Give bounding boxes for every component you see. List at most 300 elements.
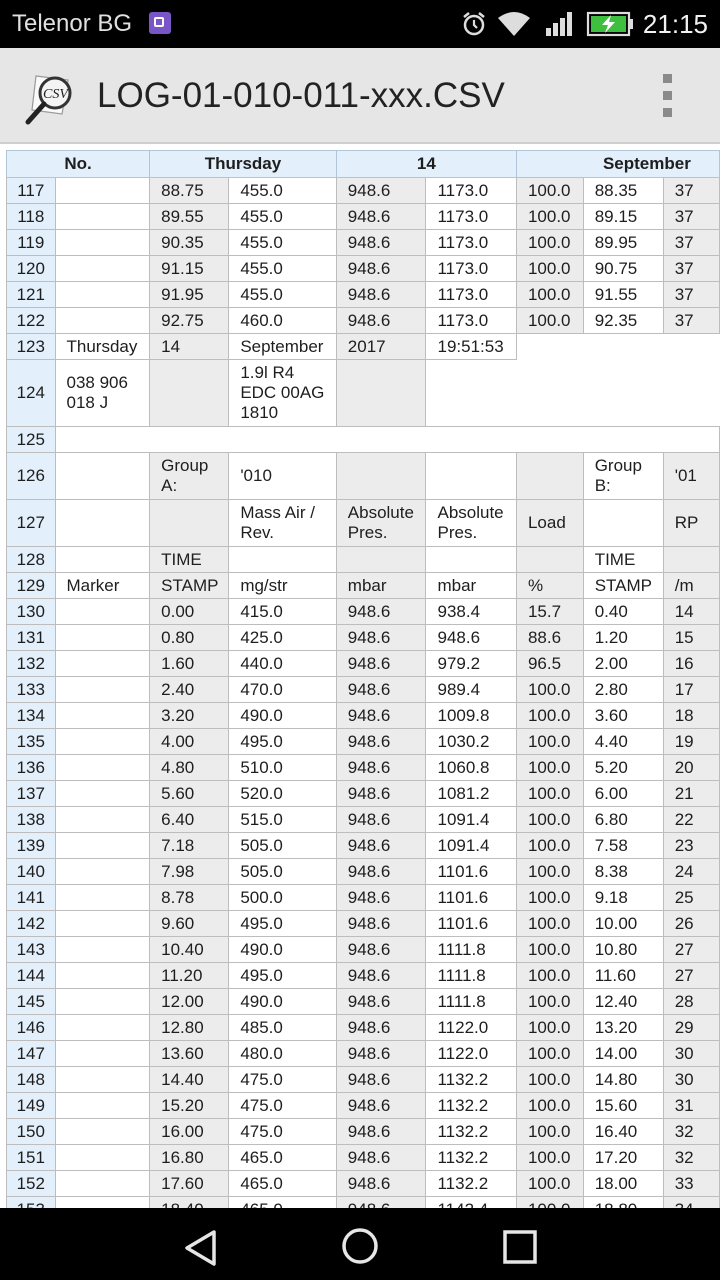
table-cell[interactable]: 21 <box>663 781 719 807</box>
table-cell[interactable]: 948.6 <box>336 677 426 703</box>
table-cell-empty[interactable] <box>426 360 720 427</box>
table-cell[interactable]: 15.60 <box>583 1093 663 1119</box>
table-cell[interactable]: 948.6 <box>336 755 426 781</box>
row-number-cell[interactable]: 149 <box>7 1093 56 1119</box>
row-number-cell[interactable]: 126 <box>7 453 56 500</box>
row-number-cell[interactable]: 129 <box>7 573 56 599</box>
table-cell[interactable]: 948.6 <box>336 256 426 282</box>
table-cell[interactable]: 15.7 <box>516 599 583 625</box>
table-cell[interactable]: September <box>229 334 336 360</box>
table-cell[interactable]: 37 <box>663 178 719 204</box>
table-cell[interactable]: 100.0 <box>516 1145 583 1171</box>
table-cell[interactable] <box>55 859 150 885</box>
table-cell[interactable]: 455.0 <box>229 230 336 256</box>
table-cell[interactable]: 3.20 <box>150 703 229 729</box>
table-cell[interactable]: 17.20 <box>583 1145 663 1171</box>
table-cell[interactable]: 1060.8 <box>426 755 516 781</box>
row-number-cell[interactable]: 120 <box>7 256 56 282</box>
table-cell[interactable]: 1030.2 <box>426 729 516 755</box>
row-number-cell[interactable]: 133 <box>7 677 56 703</box>
table-cell[interactable]: 0.80 <box>150 625 229 651</box>
table-row[interactable] <box>7 963 720 989</box>
table-cell[interactable]: 92.75 <box>150 308 229 334</box>
row-number-cell[interactable]: 127 <box>7 500 56 547</box>
table-cell[interactable] <box>229 547 336 573</box>
table-cell[interactable]: 100.0 <box>516 1041 583 1067</box>
table-cell[interactable]: 6.80 <box>583 807 663 833</box>
table-cell[interactable]: 15.20 <box>150 1093 229 1119</box>
table-cell[interactable]: 8.78 <box>150 885 229 911</box>
row-number-cell[interactable]: 124 <box>7 360 56 427</box>
table-cell[interactable]: 948.6 <box>336 1041 426 1067</box>
row-number-cell[interactable]: 152 <box>7 1171 56 1197</box>
table-cell[interactable]: 490.0 <box>229 937 336 963</box>
table-cell[interactable]: 948.6 <box>336 911 426 937</box>
table-cell[interactable]: 475.0 <box>229 1093 336 1119</box>
table-cell[interactable]: 948.6 <box>336 833 426 859</box>
table-cell[interactable] <box>55 703 150 729</box>
table-cell[interactable]: 16.00 <box>150 1119 229 1145</box>
table-row[interactable] <box>7 500 720 547</box>
table-cell[interactable]: 14.80 <box>583 1067 663 1093</box>
table-cell[interactable]: 88.75 <box>150 178 229 204</box>
table-row[interactable] <box>7 911 720 937</box>
table-row[interactable] <box>7 885 720 911</box>
table-cell[interactable]: 14.40 <box>150 1067 229 1093</box>
table-cell[interactable]: 100.0 <box>516 781 583 807</box>
row-number-cell[interactable]: 138 <box>7 807 56 833</box>
table-cell[interactable]: 100.0 <box>516 204 583 230</box>
table-cell[interactable]: 14 <box>150 334 229 360</box>
table-cell[interactable]: 2017 <box>336 334 426 360</box>
table-cell[interactable]: 10.80 <box>583 937 663 963</box>
table-cell[interactable]: 989.4 <box>426 677 516 703</box>
table-cell[interactable]: 1132.2 <box>426 1093 516 1119</box>
table-cell[interactable] <box>55 1119 150 1145</box>
row-number-cell[interactable]: 146 <box>7 1015 56 1041</box>
table-row[interactable] <box>7 1041 720 1067</box>
table-cell[interactable]: 18.00 <box>583 1171 663 1197</box>
table-cell[interactable]: 1122.0 <box>426 1041 516 1067</box>
table-cell[interactable]: 948.6 <box>336 1093 426 1119</box>
row-number-cell[interactable]: 150 <box>7 1119 56 1145</box>
table-cell[interactable]: Thursday <box>55 334 150 360</box>
table-cell[interactable]: 27 <box>663 937 719 963</box>
row-number-cell[interactable]: 135 <box>7 729 56 755</box>
table-row[interactable] <box>7 599 720 625</box>
table-cell[interactable]: Mass Air / Rev. <box>229 500 336 547</box>
row-number-cell[interactable]: 118 <box>7 204 56 230</box>
table-cell[interactable]: 100.0 <box>516 256 583 282</box>
table-cell[interactable]: 16.40 <box>583 1119 663 1145</box>
table-cell[interactable]: 948.6 <box>336 807 426 833</box>
table-cell[interactable]: 1122.0 <box>426 1015 516 1041</box>
table-row[interactable] <box>7 427 720 453</box>
table-cell[interactable]: 415.0 <box>229 599 336 625</box>
table-cell[interactable]: 12.80 <box>150 1015 229 1041</box>
table-cell[interactable]: 1132.2 <box>426 1145 516 1171</box>
table-cell[interactable]: 20 <box>663 755 719 781</box>
table-cell[interactable]: 100.0 <box>516 1015 583 1041</box>
table-cell[interactable]: 7.58 <box>583 833 663 859</box>
table-cell[interactable] <box>55 599 150 625</box>
table-cell[interactable]: 96.5 <box>516 651 583 677</box>
table-cell[interactable]: 490.0 <box>229 989 336 1015</box>
table-cell[interactable] <box>55 651 150 677</box>
table-row[interactable] <box>7 651 720 677</box>
table-cell[interactable]: 948.6 <box>336 989 426 1015</box>
table-cell[interactable]: mbar <box>426 573 516 599</box>
table-cell[interactable]: 37 <box>663 282 719 308</box>
table-cell[interactable]: 425.0 <box>229 625 336 651</box>
table-cell[interactable]: 15 <box>663 625 719 651</box>
csv-magnifier-logo-icon[interactable] <box>22 70 80 128</box>
table-cell[interactable] <box>663 547 719 573</box>
table-cell[interactable]: 4.00 <box>150 729 229 755</box>
table-cell[interactable]: 3.60 <box>583 703 663 729</box>
row-number-cell[interactable]: 147 <box>7 1041 56 1067</box>
table-row[interactable] <box>7 1015 720 1041</box>
table-cell[interactable]: 100.0 <box>516 230 583 256</box>
table-row[interactable] <box>7 230 720 256</box>
table-cell[interactable]: 515.0 <box>229 807 336 833</box>
table-cell[interactable] <box>55 427 719 453</box>
table-cell[interactable]: 948.6 <box>336 885 426 911</box>
table-cell[interactable]: 948.6 <box>336 599 426 625</box>
table-cell[interactable]: 2.80 <box>583 677 663 703</box>
table-cell[interactable]: 100.0 <box>516 308 583 334</box>
table-cell[interactable]: 4.80 <box>150 755 229 781</box>
table-cell[interactable]: Group A: <box>150 453 229 500</box>
table-cell[interactable]: 27 <box>663 963 719 989</box>
table-cell[interactable]: 100.0 <box>516 937 583 963</box>
table-cell[interactable] <box>55 677 150 703</box>
table-cell[interactable]: 16 <box>663 651 719 677</box>
table-cell[interactable]: 28 <box>663 989 719 1015</box>
row-number-cell[interactable]: 130 <box>7 599 56 625</box>
table-cell[interactable]: STAMP <box>583 573 663 599</box>
table-cell[interactable]: 11.20 <box>150 963 229 989</box>
table-cell[interactable]: 37 <box>663 308 719 334</box>
table-cell[interactable]: 6.40 <box>150 807 229 833</box>
table-cell[interactable]: 9.18 <box>583 885 663 911</box>
table-cell[interactable]: 505.0 <box>229 859 336 885</box>
table-cell[interactable] <box>55 256 150 282</box>
table-row[interactable] <box>7 859 720 885</box>
table-cell[interactable]: 31 <box>663 1093 719 1119</box>
table-cell[interactable]: 1132.2 <box>426 1119 516 1145</box>
table-cell[interactable]: 1081.2 <box>426 781 516 807</box>
table-row[interactable] <box>7 1093 720 1119</box>
table-cell[interactable]: 33 <box>663 1171 719 1197</box>
table-row[interactable] <box>7 807 720 833</box>
table-cell[interactable]: 100.0 <box>516 1119 583 1145</box>
table-cell[interactable]: 90.35 <box>150 230 229 256</box>
table-cell[interactable]: 495.0 <box>229 729 336 755</box>
table-row[interactable] <box>7 703 720 729</box>
table-cell[interactable]: 92.35 <box>583 308 663 334</box>
row-number-cell[interactable]: 136 <box>7 755 56 781</box>
table-cell[interactable]: 1009.8 <box>426 703 516 729</box>
table-cell[interactable]: 89.95 <box>583 230 663 256</box>
table-cell[interactable]: 13.20 <box>583 1015 663 1041</box>
table-cell[interactable]: 455.0 <box>229 256 336 282</box>
table-cell[interactable]: 10.40 <box>150 937 229 963</box>
table-cell[interactable]: 455.0 <box>229 282 336 308</box>
row-number-cell[interactable]: 123 <box>7 334 56 360</box>
table-cell[interactable]: 979.2 <box>426 651 516 677</box>
table-cell[interactable]: 465.0 <box>229 1171 336 1197</box>
table-cell[interactable]: 12.40 <box>583 989 663 1015</box>
table-cell[interactable] <box>55 1145 150 1171</box>
table-cell[interactable]: 8.38 <box>583 859 663 885</box>
table-cell[interactable] <box>55 178 150 204</box>
table-cell[interactable]: 4.40 <box>583 729 663 755</box>
table-cell[interactable]: mbar <box>336 573 426 599</box>
table-cell[interactable] <box>516 547 583 573</box>
table-cell[interactable]: 17 <box>663 677 719 703</box>
table-cell[interactable]: 948.6 <box>336 781 426 807</box>
row-number-cell[interactable]: 122 <box>7 308 56 334</box>
table-cell[interactable]: 948.6 <box>336 937 426 963</box>
table-cell[interactable]: 480.0 <box>229 1041 336 1067</box>
table-cell[interactable]: 460.0 <box>229 308 336 334</box>
table-cell[interactable]: 1132.2 <box>426 1067 516 1093</box>
table-cell[interactable]: 1111.8 <box>426 937 516 963</box>
table-cell[interactable]: 948.6 <box>336 729 426 755</box>
table-cell-empty[interactable] <box>516 334 719 360</box>
table-cell[interactable]: 100.0 <box>516 963 583 989</box>
header-cell-month[interactable]: September <box>516 151 719 178</box>
table-cell[interactable]: '010 <box>229 453 336 500</box>
table-cell[interactable]: Group B: <box>583 453 663 500</box>
table-cell[interactable] <box>55 453 150 500</box>
table-cell[interactable]: 11.60 <box>583 963 663 989</box>
table-cell[interactable]: 440.0 <box>229 651 336 677</box>
row-number-cell[interactable]: 141 <box>7 885 56 911</box>
table-row[interactable] <box>7 204 720 230</box>
table-row[interactable] <box>7 781 720 807</box>
table-cell[interactable]: 100.0 <box>516 1067 583 1093</box>
table-cell[interactable] <box>55 308 150 334</box>
table-cell[interactable]: 1173.0 <box>426 256 516 282</box>
table-cell[interactable] <box>336 547 426 573</box>
table-cell[interactable]: 505.0 <box>229 833 336 859</box>
table-cell[interactable]: 30 <box>663 1067 719 1093</box>
table-cell[interactable]: 37 <box>663 204 719 230</box>
row-number-cell[interactable]: 144 <box>7 963 56 989</box>
table-cell[interactable]: 100.0 <box>516 178 583 204</box>
row-number-cell[interactable]: 140 <box>7 859 56 885</box>
table-cell[interactable] <box>55 885 150 911</box>
table-cell[interactable]: TIME <box>150 547 229 573</box>
table-cell[interactable]: 5.60 <box>150 781 229 807</box>
table-cell[interactable]: 1173.0 <box>426 178 516 204</box>
table-cell[interactable]: 1111.8 <box>426 989 516 1015</box>
table-cell[interactable]: 7.98 <box>150 859 229 885</box>
table-cell[interactable]: 1101.6 <box>426 885 516 911</box>
table-cell[interactable]: 948.6 <box>336 963 426 989</box>
table-cell[interactable] <box>150 360 229 427</box>
table-cell[interactable]: 9.60 <box>150 911 229 937</box>
table-cell[interactable]: 12.00 <box>150 989 229 1015</box>
table-cell[interactable] <box>55 230 150 256</box>
table-cell[interactable]: 100.0 <box>516 282 583 308</box>
table-cell[interactable]: 37 <box>663 256 719 282</box>
table-cell[interactable]: '01 <box>663 453 719 500</box>
table-row[interactable] <box>7 755 720 781</box>
table-row[interactable] <box>7 625 720 651</box>
table-cell[interactable]: 29 <box>663 1015 719 1041</box>
table-row[interactable] <box>7 282 720 308</box>
table-cell[interactable]: 100.0 <box>516 755 583 781</box>
table-cell[interactable]: 948.6 <box>336 1067 426 1093</box>
table-cell[interactable]: 1.20 <box>583 625 663 651</box>
row-number-cell[interactable]: 119 <box>7 230 56 256</box>
table-cell[interactable]: 10.00 <box>583 911 663 937</box>
table-cell[interactable] <box>55 937 150 963</box>
table-cell[interactable]: 100.0 <box>516 1093 583 1119</box>
table-cell[interactable] <box>336 453 426 500</box>
table-cell[interactable]: 038 906 018 J <box>55 360 150 427</box>
table-cell[interactable]: 89.15 <box>583 204 663 230</box>
table-cell[interactable]: 1132.2 <box>426 1171 516 1197</box>
table-cell[interactable] <box>55 911 150 937</box>
header-cell-date[interactable]: 14 <box>336 151 516 178</box>
table-row[interactable] <box>7 178 720 204</box>
table-cell[interactable] <box>55 989 150 1015</box>
table-cell[interactable]: 90.75 <box>583 256 663 282</box>
table-cell[interactable]: 1.9l R4 EDC 00AG 1810 <box>229 360 336 427</box>
table-cell[interactable]: 6.00 <box>583 781 663 807</box>
table-cell[interactable]: 89.55 <box>150 204 229 230</box>
table-cell[interactable]: 1091.4 <box>426 833 516 859</box>
table-cell[interactable]: 948.6 <box>336 204 426 230</box>
table-cell[interactable]: 1173.0 <box>426 282 516 308</box>
row-number-cell[interactable]: 121 <box>7 282 56 308</box>
table-cell[interactable]: 100.0 <box>516 807 583 833</box>
table-cell[interactable]: 91.95 <box>150 282 229 308</box>
table-cell[interactable]: 475.0 <box>229 1067 336 1093</box>
table-row[interactable] <box>7 308 720 334</box>
table-cell[interactable]: Load <box>516 500 583 547</box>
table-cell[interactable] <box>55 204 150 230</box>
table-cell[interactable]: 495.0 <box>229 963 336 989</box>
table-row[interactable] <box>7 1119 720 1145</box>
table-cell[interactable]: RP <box>663 500 719 547</box>
table-cell[interactable]: 520.0 <box>229 781 336 807</box>
table-row[interactable] <box>7 360 720 427</box>
table-cell[interactable]: 1101.6 <box>426 859 516 885</box>
row-number-cell[interactable]: 143 <box>7 937 56 963</box>
table-cell[interactable]: 100.0 <box>516 1171 583 1197</box>
table-cell[interactable]: 5.20 <box>583 755 663 781</box>
table-cell[interactable]: 100.0 <box>516 885 583 911</box>
table-cell[interactable]: 485.0 <box>229 1015 336 1041</box>
table-cell[interactable] <box>55 755 150 781</box>
table-cell[interactable]: 2.40 <box>150 677 229 703</box>
table-cell[interactable] <box>336 360 426 427</box>
table-cell[interactable]: 23 <box>663 833 719 859</box>
table-cell[interactable] <box>516 453 583 500</box>
table-cell[interactable]: 948.6 <box>336 178 426 204</box>
row-number-cell[interactable]: 131 <box>7 625 56 651</box>
table-cell[interactable]: TIME <box>583 547 663 573</box>
table-cell[interactable]: 22 <box>663 807 719 833</box>
table-cell[interactable]: 7.18 <box>150 833 229 859</box>
row-number-cell[interactable]: 151 <box>7 1145 56 1171</box>
table-cell[interactable] <box>55 833 150 859</box>
recents-icon[interactable] <box>500 1227 540 1267</box>
table-cell[interactable] <box>583 500 663 547</box>
table-cell[interactable] <box>55 625 150 651</box>
table-cell[interactable]: 1111.8 <box>426 963 516 989</box>
table-cell[interactable] <box>55 547 150 573</box>
table-cell[interactable]: Marker <box>55 573 150 599</box>
row-number-cell[interactable]: 139 <box>7 833 56 859</box>
table-cell[interactable] <box>55 282 150 308</box>
table-cell[interactable]: 100.0 <box>516 703 583 729</box>
table-cell[interactable]: /m <box>663 573 719 599</box>
table-cell[interactable]: 1101.6 <box>426 911 516 937</box>
table-cell[interactable] <box>55 1171 150 1197</box>
table-cell[interactable] <box>55 1041 150 1067</box>
table-cell[interactable]: 91.15 <box>150 256 229 282</box>
row-number-cell[interactable]: 148 <box>7 1067 56 1093</box>
overflow-menu-icon[interactable] <box>660 74 674 118</box>
table-row[interactable] <box>7 334 720 360</box>
table-row[interactable] <box>7 833 720 859</box>
table-cell[interactable]: 455.0 <box>229 178 336 204</box>
table-cell[interactable]: 470.0 <box>229 677 336 703</box>
table-cell[interactable] <box>426 453 516 500</box>
row-number-cell[interactable]: 137 <box>7 781 56 807</box>
table-cell[interactable]: 37 <box>663 230 719 256</box>
table-cell[interactable]: 25 <box>663 885 719 911</box>
header-cell-day[interactable]: Thursday <box>150 151 337 178</box>
table-cell[interactable] <box>55 1015 150 1041</box>
table-cell[interactable]: 16.80 <box>150 1145 229 1171</box>
row-number-cell[interactable]: 134 <box>7 703 56 729</box>
table-cell[interactable]: Absolute Pres. <box>336 500 426 547</box>
table-row[interactable] <box>7 573 720 599</box>
table-cell[interactable]: 32 <box>663 1119 719 1145</box>
table-cell[interactable] <box>55 781 150 807</box>
table-cell[interactable]: mg/str <box>229 573 336 599</box>
table-cell[interactable]: 26 <box>663 911 719 937</box>
table-cell[interactable]: 948.6 <box>336 703 426 729</box>
table-cell[interactable]: 948.6 <box>336 1145 426 1171</box>
table-cell[interactable]: 18 <box>663 703 719 729</box>
table-cell[interactable]: 495.0 <box>229 911 336 937</box>
table-cell[interactable]: 32 <box>663 1145 719 1171</box>
back-icon[interactable] <box>181 1228 221 1268</box>
table-cell[interactable]: 91.55 <box>583 282 663 308</box>
table-cell[interactable]: 465.0 <box>229 1145 336 1171</box>
table-cell[interactable]: 24 <box>663 859 719 885</box>
table-cell[interactable]: 948.6 <box>336 651 426 677</box>
table-cell[interactable] <box>55 963 150 989</box>
table-cell[interactable] <box>55 807 150 833</box>
table-cell[interactable] <box>150 500 229 547</box>
table-cell[interactable]: 30 <box>663 1041 719 1067</box>
table-cell[interactable]: 948.6 <box>336 308 426 334</box>
table-row[interactable] <box>7 547 720 573</box>
table-cell[interactable]: 88.6 <box>516 625 583 651</box>
table-cell[interactable]: 500.0 <box>229 885 336 911</box>
table-cell[interactable]: 2.00 <box>583 651 663 677</box>
table-cell[interactable] <box>55 1093 150 1119</box>
